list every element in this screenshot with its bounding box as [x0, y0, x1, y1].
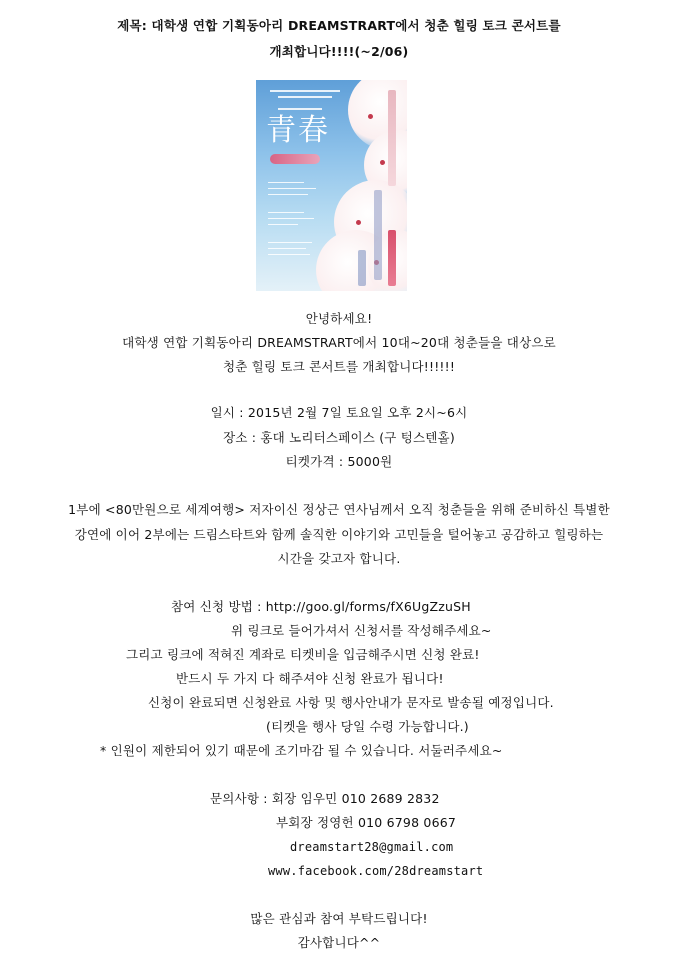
closing-line-2: 감사합니다^^: [297, 935, 381, 950]
poster-blossom-bud: [356, 220, 361, 225]
poster-vertical-title: [374, 190, 382, 280]
description-line-3: 시간을 갖고자 합니다.: [277, 551, 401, 566]
poster-small-text: [278, 108, 322, 110]
poster-vertical-title: [388, 90, 396, 186]
description-line-1: 1부에 <80만원으로 세계여행> 저자이신 정상근 연사님께서 오직 청춘들을 위해 준비하신 특별한: [68, 502, 610, 517]
poster-pink-script: [270, 154, 320, 164]
intro-line-1: 대학생 연합 기획동아리 DREAMSTRART에서 10대~20대 청춘들을 대상으로: [122, 335, 556, 350]
event-ticket-price: 티켓가격 : 5000원: [285, 454, 393, 469]
post-title-line-2: 개최합니다!!!!(~2/06): [269, 44, 409, 59]
event-datetime: 일시 : 2015년 2월 7일 토요일 오후 2시~6시: [210, 405, 468, 420]
poster-small-text: [268, 242, 312, 243]
apply-notice: * 인원이 제한되어 있기 때문에 조기마감 될 수 있습니다. 서둘러주세요~: [100, 743, 503, 758]
contact-vice-president: 부회장 정영헌 010 6798 0667: [276, 815, 457, 830]
poster-small-text: [268, 218, 314, 219]
poster-small-text: [270, 90, 340, 92]
poster-small-text: [268, 212, 304, 213]
apply-line-5: 신청이 완료되면 신청완료 사항 및 행사안내가 문자로 발송될 예정입니다.: [148, 695, 554, 710]
poster-small-text: [268, 194, 308, 195]
post-title-line-1: 제목: 대학생 연합 기획동아리 DREAMSTRART에서 청춘 힐링 토크 콘서트를: [117, 18, 561, 33]
intro-line-2: 청춘 힐링 토크 콘서트를 개최합니다!!!!!!: [222, 359, 456, 374]
poster-blossom-bud: [380, 160, 385, 165]
poster-small-text: [268, 248, 306, 249]
apply-line-3: 그리고 링크에 적혀진 계좌로 티켓비을 입금해주시면 신청 완료!: [126, 647, 480, 662]
poster-small-text: [268, 224, 298, 225]
apply-line-2: 위 링크로 들어가셔서 신청서를 작성해주세요~: [231, 623, 492, 638]
poster-vertical-title: [388, 230, 396, 286]
description-line-2: 강연에 이어 2부에는 드림스타트와 함께 솔직한 이야기와 고민들을 털어놓고 공감하고 힐링하는: [74, 527, 604, 542]
poster-small-text: [268, 254, 310, 255]
poster-vertical-title: [358, 250, 366, 286]
poster-blossom-bud: [368, 114, 373, 119]
apply-line-6: (티켓을 행사 당일 수령 가능합니다.): [266, 719, 469, 734]
contact-president: 문의사항 : 회장 임우민 010 2689 2832: [210, 791, 440, 806]
poster-headline: 青春: [266, 113, 330, 148]
contact-facebook-link[interactable]: www.facebook.com/28dreamstart: [268, 864, 484, 878]
apply-line-4: 반드시 두 가지 다 해주셔야 신청 완료가 됩니다!: [176, 671, 444, 686]
greeting-text: 안녕하세요!: [305, 311, 373, 326]
apply-method-link[interactable]: 참여 신청 방법 : http://goo.gl/forms/fX6UgZzuSH: [171, 599, 471, 614]
poster-small-text: [268, 188, 316, 189]
event-poster-image: [256, 80, 407, 291]
closing-line-1: 많은 관심과 참여 부탁드립니다!: [250, 911, 428, 926]
event-place: 장소 : 홍대 노리터스페이스 (구 텅스텐홀): [223, 430, 455, 445]
poster-small-text: [278, 96, 332, 98]
contact-email[interactable]: dreamstart28@gmail.com: [290, 840, 454, 854]
poster-small-text: [268, 182, 304, 183]
